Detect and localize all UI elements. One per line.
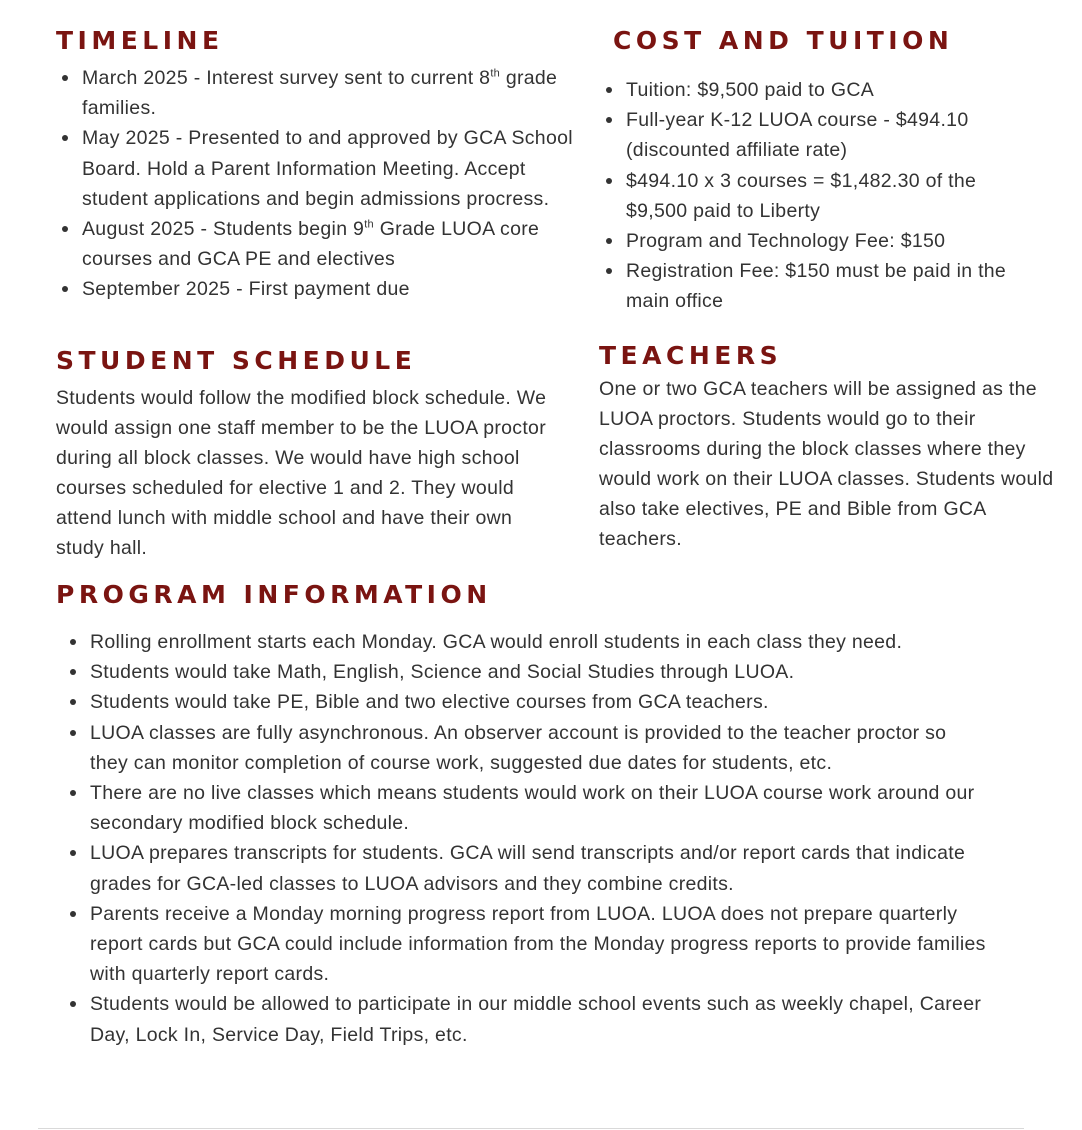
program-item: LUOA classes are fully asynchronous. An observer account is provided to the teacher proctor so they can monitor completion of course work, suggested due dates for students, etc. (64, 718, 990, 778)
cost-item: Program and Technology Fee: $150 (600, 226, 1050, 256)
cost-list (600, 75, 1050, 317)
program-item: LUOA prepares transcripts for students. GCA will send transcripts and/or report cards that indicate grades for GCA-led classes to LUOA advisors and they combine credits. (64, 838, 1000, 898)
timeline-heading: TIMELINE (56, 26, 224, 55)
program-item: There are no live classes which means students would work on their LUOA course work around our secondary modified block schedule. (64, 778, 980, 838)
program-heading: PROGRAM INFORMATION (56, 580, 492, 609)
schedule-heading: STUDENT SCHEDULE (56, 346, 417, 375)
program-section (56, 580, 1056, 1050)
schedule-text: Students would follow the modified block schedule. We would assign one staff member to be the LUOA proctor during all block classes. We would have high school courses scheduled for elective 1 and 2. They would attend lunch with middle school and have their own study hall. (56, 387, 547, 560)
program-item: Rolling enrollment starts each Monday. GCA would enroll students in each class they need. (64, 627, 1056, 657)
program-item: Students would take PE, Bible and two elective courses from GCA teachers. (64, 687, 1056, 717)
cost-section (613, 26, 1063, 317)
program-list (56, 627, 1056, 1050)
timeline-item: August 2025 - Students begin 9th Grade LUOA core courses and GCA PE and electives (56, 214, 562, 274)
program-item: Students would be allowed to participate in our middle school events such as weekly chapel, Career Day, Lock In, Service Day, Field Trips, etc. (64, 989, 1025, 1049)
timeline-item: September 2025 - First payment due (56, 274, 586, 304)
bottom-divider (38, 1128, 1024, 1129)
teachers-heading: TEACHERS (599, 341, 783, 370)
teachers-section (599, 341, 1069, 555)
cost-item: Registration Fee: $150 must be paid in the main office (600, 256, 1046, 316)
timeline-list (56, 63, 586, 305)
timeline-item: March 2025 - Interest survey sent to current 8th grade families. (56, 63, 562, 123)
schedule-section (56, 346, 556, 564)
program-item: Parents receive a Monday morning progress report from LUOA. LUOA does not prepare quarterly report cards but GCA could include information from the Monday progress reports to provide families with quarterly report cards. (64, 899, 1010, 990)
timeline-section (56, 26, 586, 305)
cost-heading: COST AND TUITION (613, 26, 954, 55)
program-item: Students would take Math, English, Science and Social Studies through LUOA. (64, 657, 1056, 687)
timeline-item: May 2025 - Presented to and approved by GCA School Board. Hold a Parent Information Meeting. Accept student applications and begin admissions procress. (56, 123, 582, 214)
cost-item: Tuition: $9,500 paid to GCA (600, 75, 1050, 105)
cost-item: $494.10 x 3 courses = $1,482.30 of the $9,500 paid to Liberty (600, 166, 996, 226)
cost-item: Full-year K-12 LUOA course - $494.10 (discounted affiliate rate) (600, 105, 981, 165)
teachers-text: One or two GCA teachers will be assigned as the LUOA proctors. Students would go to their classrooms during the block classes where they would work on their LUOA classes. Students would also take electives, PE and Bible from GCA teachers. (599, 378, 1054, 551)
